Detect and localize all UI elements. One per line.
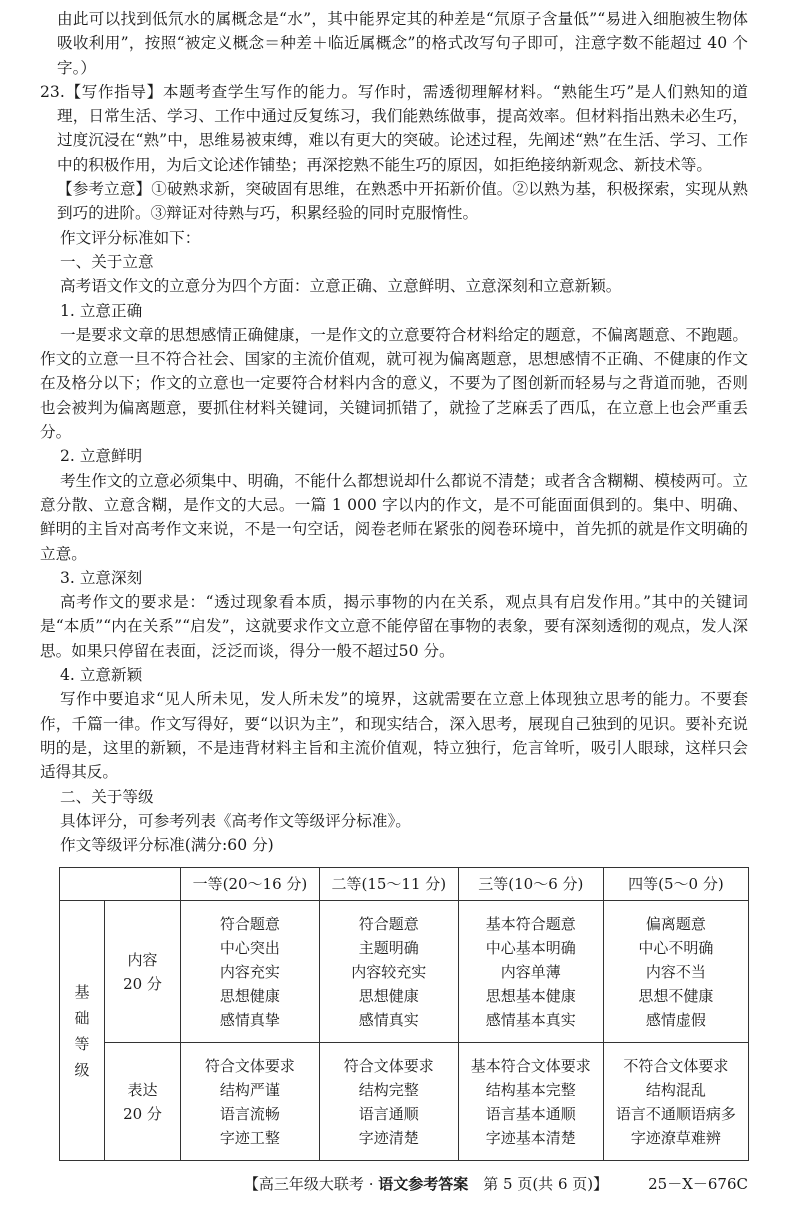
criteria-line: 思想基本健康 [485,986,576,1005]
item-title: 3. 立意深刻 [60,568,143,587]
group-label-char: 础 [74,1008,90,1027]
q23-reference-theme [40,177,748,226]
item-title: 2. 立意鲜明 [60,447,143,466]
header-grade-1: 一等(20～16 分) [181,868,320,901]
section-heading-theme: 一、关于立意 [60,252,154,271]
criteria-line: 符合文体要求 [204,1056,295,1075]
row-label: 表达 [127,1080,158,1099]
criteria-line: 字迹清楚 [358,1128,419,1147]
footer-exam: 【高三年级大联考 · [243,1175,379,1194]
group-label-char: 等 [74,1034,90,1053]
criteria-line: 基本符合文体要求 [470,1056,591,1075]
criteria-line: 感情真挚 [219,1010,280,1029]
item-text: 写作中要追求“见人所未见，发人所未发”的境界，这就需要在立意上体现独立思考的能力。不要套作，千篇一律。作文写得好，要“以识为主”，和现实结合，深入思考，展现自己独到的见识。要补充说明的是，这里的新颖，不是违背材料主旨和主流价值观，特立独行，危言耸听，吸引人眼球，这样只会适得其反。 [40,690,748,782]
criteria-line: 字迹基本清楚 [485,1128,576,1147]
footer-subject: 语文参考答案 [378,1175,469,1194]
criteria-line: 结构严谨 [219,1080,280,1099]
row-label-expression [105,1043,181,1161]
criteria-line: 结构基本完整 [485,1080,576,1099]
criteria-line: 思想不健康 [638,986,714,1005]
reference-text: ①破熟求新，突破固有思维，在熟悉中开拓新价值。②以熟为基，积极探索，实现从熟到巧的进阶。③辩证对待熟与巧，积累经验的同时克服惰性。 [57,180,748,223]
criteria-line: 语言流畅 [219,1104,280,1123]
criteria-cell [603,1043,748,1161]
criteria-line: 字迹工整 [219,1128,280,1147]
q22-explanation-continuation: 由此可以找到低氘水的属概念是“水”，其中能界定其的种差是“氘原子含量低”“易进入细胞被生物体吸收利用”，按照“被定义概念＝种差＋临近属概念”的格式改写句子即可，注意字数不能超过 40 个字。） [57,10,748,77]
criteria-line: 结构混乱 [645,1080,706,1099]
criteria-line: 内容充实 [219,962,280,981]
section-grade-intro: 具体评分，可参考列表《高考作文等级评分标准》。 [60,811,411,830]
section-heading-grade: 二、关于等级 [60,787,154,806]
group-label-char: 级 [74,1060,90,1079]
standards-heading: 作文评分标准如下： [60,228,201,247]
table-header-row [60,868,749,901]
criteria-line: 感情基本真实 [485,1010,576,1029]
criteria-line: 符合文体要求 [343,1056,434,1075]
table-title: 作文等级评分标准(满分:60 分) [60,836,274,855]
criteria-cell [181,901,320,1043]
row-label-content [105,901,181,1043]
criteria-line: 感情真实 [358,1010,419,1029]
page-footer [40,1173,748,1195]
criteria-line: 思想健康 [219,986,280,1005]
criteria-line: 结构完整 [358,1080,419,1099]
criteria-line: 偏离题意 [645,914,706,933]
document-body [40,7,748,857]
header-grade-4: 四等(5～0 分) [603,868,748,901]
item-text: 考生作文的立意必须集中、明确，不能什么都想说却什么都说不清楚；或者含含糊糊、模棱两可。立意分散、立意含糊，是作文的大忌。一篇 1 000 字以内的作文，是不可能面面俱到的。集中、明确、鲜明的主旨对高考作文来说，不是一句空话，阅卷老师在紧张的阅卷环境中，首先抓的就是作文明确的立意。 [40,471,748,563]
criteria-line: 感情虚假 [645,1010,706,1029]
question-number: 23. [40,82,65,101]
guide-text: 本题考查学生写作的能力。写作时，需透彻理解材料。“熟能生巧”是人们熟知的道理，日常生活、学习、工作中通过反复练习，我们能熟练做事，提高效率。但材料指出熟未必生巧，过度沉浸在“熟”中，思维易被束缚，难以有更大的突破。论述过程，先阐述“熟”在生活、学习、工作中的积极作用，为后文论述作铺垫；再深挖熟不能生巧的原因，如拒绝接纳新观念、新技术等。 [57,82,748,174]
criteria-line: 语言基本通顺 [485,1104,576,1123]
criteria-line: 中心突出 [219,938,280,957]
criteria-line: 符合题意 [358,914,419,933]
criteria-line: 基本符合题意 [485,914,576,933]
item-title: 1. 立意正确 [60,301,143,320]
criteria-line: 内容单薄 [500,962,561,981]
criteria-line: 内容不当 [645,962,706,981]
q23-writing-guide [40,80,748,177]
group-label-char: 基 [74,982,90,1001]
item-title: 4. 立意新颖 [60,666,143,685]
criteria-line: 字迹潦草难辨 [630,1128,721,1147]
group-label-basic-grade [60,901,105,1161]
criteria-cell [458,901,603,1043]
section-theme-intro: 高考语文作文的立意分为四个方面：立意正确、立意鲜明、立意深刻和立意新颖。 [60,277,622,296]
criteria-line: 语言不通顺语病多 [615,1104,736,1123]
criteria-cell [319,1043,458,1161]
row-score: 20 分 [123,974,162,993]
footer-title [244,1173,608,1195]
criteria-line: 语言通顺 [358,1104,419,1123]
item-text: 一是要求文章的思想感情正确健康，一是作文的立意要符合材料给定的题意，不偏离题意、不跑题。作文的立意一旦不符合社会、国家的主流价值观，就可视为偏离题意，思想感情不正确、不健康的作文在及格分以下；作文的立意也一定要符合材料内含的意义，不要为了图创新而轻易与之背道而驰，否则也会被判为偏离题意，要抓住材料关键词，关键词抓错了，就捡了芝麻丢了西瓜，在立意上也会严重丢分。 [40,325,748,442]
guide-label: 【写作指导】 [64,82,163,101]
item-text: 高考作文的要求是：“透过现象看本质，揭示事物的内在关系，观点具有启发作用。”其中的关键词是“本质”“内在关系”“启发”，这就要求作文立意不能停留在事物的表象，要有深刻透彻的观点，发人深思。如果只停留在表面，泛泛而谈，得分一般不超过50 分。 [40,593,748,660]
footer-page: 第 5 页(共 6 页)】 [468,1175,609,1194]
grading-table [59,867,749,1161]
reference-label: 【参考立意】 [57,180,152,199]
row-score: 20 分 [123,1104,162,1123]
criteria-line: 中心不明确 [638,938,714,957]
criteria-line: 中心基本明确 [485,938,576,957]
footer-code: 25－X－676C [648,1175,748,1194]
criteria-line: 思想健康 [358,986,419,1005]
criteria-cell [458,1043,603,1161]
header-grade-2: 二等(15～11 分) [319,868,458,901]
criteria-cell [319,901,458,1043]
criteria-line: 内容较充实 [351,962,427,981]
header-grade-3: 三等(10～6 分) [458,868,603,901]
table-row [60,901,749,1043]
header-empty-cell [60,868,181,901]
table-row [60,1043,749,1161]
criteria-line: 主题明确 [358,938,419,957]
criteria-cell [603,901,748,1043]
row-label: 内容 [127,950,158,969]
criteria-line: 符合题意 [219,914,280,933]
criteria-cell [181,1043,320,1161]
criteria-line: 不符合文体要求 [623,1056,729,1075]
